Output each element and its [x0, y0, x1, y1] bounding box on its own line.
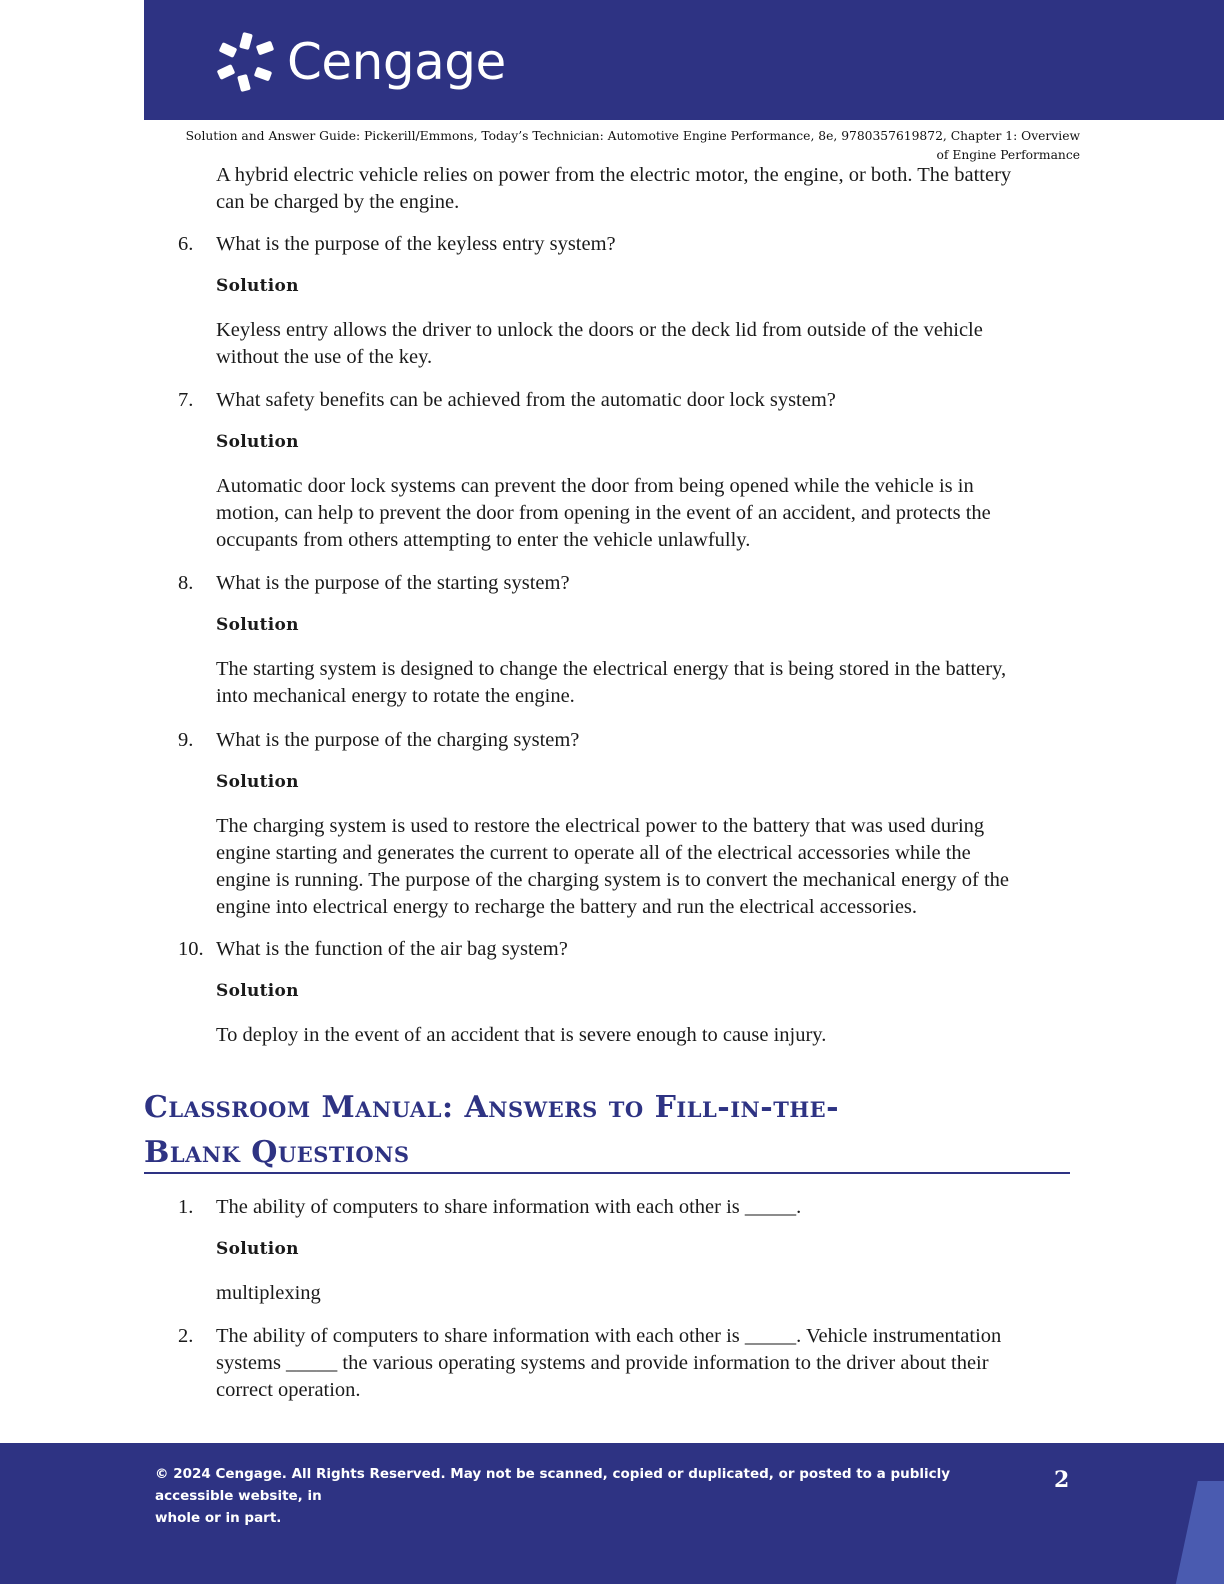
answer-paragraph [216, 162, 1076, 216]
cengage-logo [215, 30, 506, 94]
answer-paragraph [216, 1022, 1076, 1049]
footer-accent-shape [1174, 1481, 1224, 1584]
brand-name: Cengage [287, 33, 506, 91]
answer-paragraph [216, 813, 1076, 921]
text-line: The charging system is used to restore the electrical power to the battery that was used during [216, 815, 985, 837]
question-number: 6. [178, 233, 194, 255]
text-line: motion, can help to prevent the door from opening in the event of an accident, and protects the [216, 502, 991, 524]
text-line: Keyless entry allows the driver to unlock the doors or the deck lid from outside of the vehicle [216, 319, 983, 341]
question-text: What safety benefits can be achieved from the automatic door lock system? [216, 389, 836, 411]
text-line: occupants from others attempting to enter the vehicle unlawfully. [216, 529, 751, 551]
text-line: engine starting and generates the current to operate all of the electrical accessories while the [216, 842, 971, 864]
question-number: 9. [178, 729, 194, 751]
solution-label: Solution [216, 981, 299, 1001]
text-line: engine into electrical energy to recharge the battery and run the electrical accessories. [216, 896, 918, 918]
solution-label: Solution [216, 615, 299, 635]
text-line: The ability of computers to share information with each other is _____. Vehicle instrumentation [216, 1325, 1002, 1347]
question-text: What is the purpose of the keyless entry system? [216, 233, 616, 255]
running-header-line: of Engine Performance [936, 148, 1080, 162]
question-number: 2. [178, 1325, 194, 1347]
text-line: can be charged by the engine. [216, 191, 460, 213]
solution-label: Solution [216, 1239, 299, 1259]
question-number: 10. [178, 938, 204, 960]
solution-label: Solution [216, 772, 299, 792]
question-text: What is the purpose of the charging system? [216, 729, 580, 751]
text-line: correct operation. [216, 1379, 361, 1401]
question-text [216, 1323, 1076, 1404]
text-line: © 2024 Cengage. All Rights Reserved. May not be scanned, copied or duplicated, or posted to a publicly accessible website, in [155, 1466, 951, 1504]
question-number: 7. [178, 389, 194, 411]
question-number: 1. [178, 1196, 194, 1218]
text-line: To deploy in the event of an accident that is severe enough to cause injury. [216, 1024, 827, 1046]
footer-band [0, 1443, 1224, 1584]
running-header-line: Solution and Answer Guide: Pickerill/Emmons, Today’s Technician: Automotive Engine Performance, 8e, 9780357619872, Chapter 1: Overview [185, 129, 1080, 143]
answer-paragraph [216, 473, 1076, 554]
question-text: The ability of computers to share information with each other is _____. [216, 1196, 802, 1218]
text-line: systems _____ the various operating systems and provide information to the driver about their [216, 1352, 989, 1374]
heading-line: Classroom Manual: Answers to Fill-in-the- [144, 1090, 840, 1125]
text-line: into mechanical energy to rotate the engine. [216, 685, 575, 707]
cengage-mark-icon [215, 31, 277, 93]
text-line: Automatic door lock systems can prevent the door from being opened while the vehicle is in [216, 475, 974, 497]
text-line: without the use of the key. [216, 346, 433, 368]
question-number: 8. [178, 572, 194, 594]
section-heading [144, 1085, 1080, 1175]
section-divider [144, 1172, 1070, 1174]
text-line: A hybrid electric vehicle relies on power from the electric motor, the engine, or both. The battery [216, 164, 1012, 186]
copyright-notice [155, 1463, 1005, 1529]
answer-paragraph: multiplexing [216, 1282, 321, 1304]
text-line: The starting system is designed to change the electrical energy that is being stored in the battery, [216, 658, 1007, 680]
text-line: whole or in part. [155, 1510, 282, 1526]
answer-paragraph [216, 317, 1076, 371]
solution-label: Solution [216, 432, 299, 452]
running-header [144, 127, 1080, 165]
page-number: 2 [1054, 1467, 1070, 1493]
question-text: What is the function of the air bag system? [216, 938, 568, 960]
answer-paragraph [216, 656, 1076, 710]
question-text: What is the purpose of the starting system? [216, 572, 570, 594]
heading-line: Blank Questions [144, 1135, 410, 1170]
solution-label: Solution [216, 276, 299, 296]
text-line: engine is running. The purpose of the charging system is to convert the mechanical energy of the [216, 869, 1010, 891]
